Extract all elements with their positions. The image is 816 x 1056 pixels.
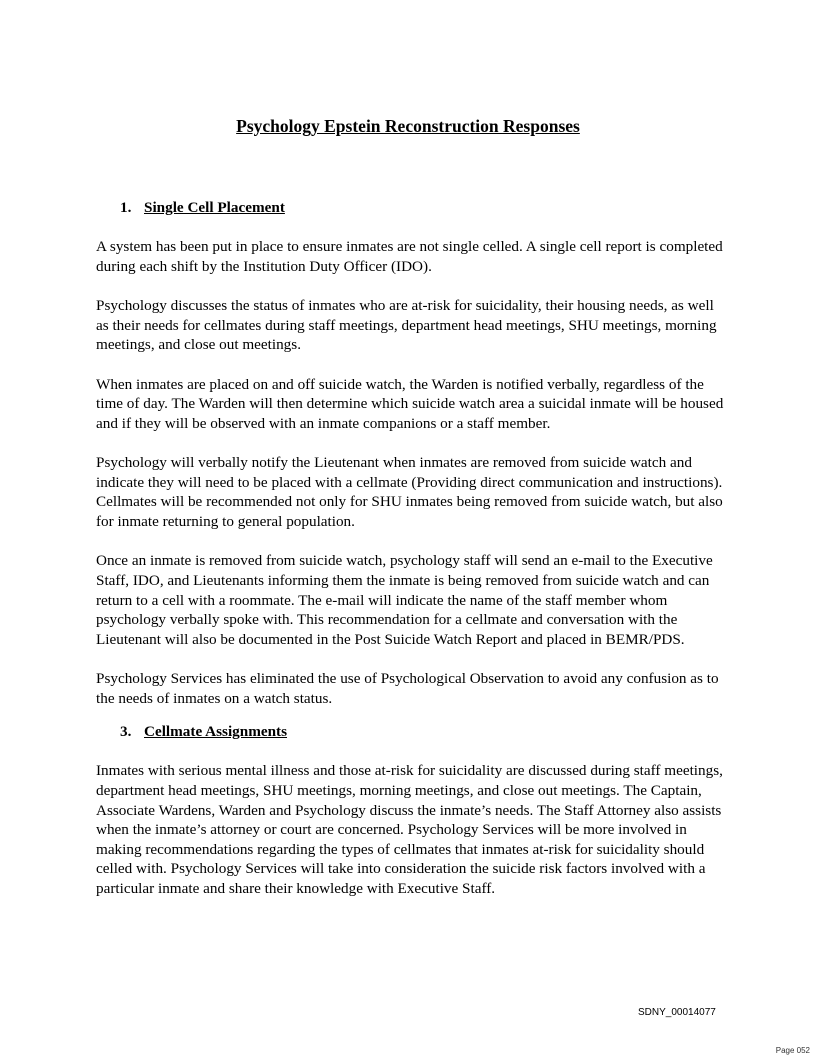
section-title: Cellmate Assignments: [144, 723, 288, 741]
paragraph: A system has been put in place to ensure inmates are not single celled. A single cell report is completed during each shift by the Institution Duty Officer (IDO).: [96, 238, 723, 275]
bates-number: SDNY_00014077: [638, 1007, 716, 1018]
paragraph: Once an inmate is removed from suicide watch, psychology staff will send an e-mail to the Executive Staff, IDO, and Lieutenants informing them the inmate is being removed from suicide watch and can return to a cell with a roommate. The e-mail will indicate the name of the staff member whom psychology verbally spoke with. This recommendation for a cellmate and conversation with the Lieutenant will also be documented in the Post Suicide Watch Report and placed in BEMR/PDS.: [96, 552, 713, 648]
paragraph: When inmates are placed on and off suicide watch, the Warden is notified verbally, regardless of the time of day. The Warden will then determine which suicide watch area a suicidal inmate will be housed and if they will be observed with an inmate companions or a staff member.: [96, 375, 724, 432]
section-heading-cellmate-assignments: [96, 722, 724, 742]
paragraph: Psychology will verbally notify the Lieutenant when inmates are removed from suicide watch and indicate they will need to be placed with a cellmate (Providing direct communication and instructions). Cellmates will be recommended not only for SHU inmates being removed from suicide watch, but also for inmate returning to general population.: [96, 454, 723, 531]
section-heading-single-cell-placement: [96, 198, 724, 218]
section-number: 3.: [120, 723, 132, 741]
section-title: Single Cell Placement: [144, 199, 285, 216]
section-number: 1.: [120, 199, 132, 216]
paragraph: Psychology discusses the status of inmates who are at-risk for suicidality, their housing needs, as well as their needs for cellmates during staff meetings, department head meetings, SHU meetings, morning meetings, and close out meetings.: [96, 297, 717, 354]
paragraph: Inmates with serious mental illness and those at-risk for suicidality are discussed during staff meetings, department head meetings, SHU meetings, morning meetings, and close out meetings. The Captain, Associate Wardens, Warden and Psychology discuss the inmate’s needs. The Staff Attorney also assists when the inmate’s attorney or court are concerned. Psychology Services will be more involved in making recommendations regarding the types of cellmates that inmates at-risk for suicidality should celled with. Psychology Services will take into consideration the suicide risk factors involved with a particular inmate and share their knowledge with Executive Staff.: [96, 762, 723, 898]
page-title: Psychology Epstein Reconstruction Responses: [236, 116, 580, 136]
paragraph: Psychology Services has eliminated the use of Psychological Observation to avoid any confusion as to the needs of inmates on a watch status.: [96, 670, 719, 707]
document-body: [96, 198, 724, 899]
page-number: Page 052: [775, 1046, 810, 1055]
